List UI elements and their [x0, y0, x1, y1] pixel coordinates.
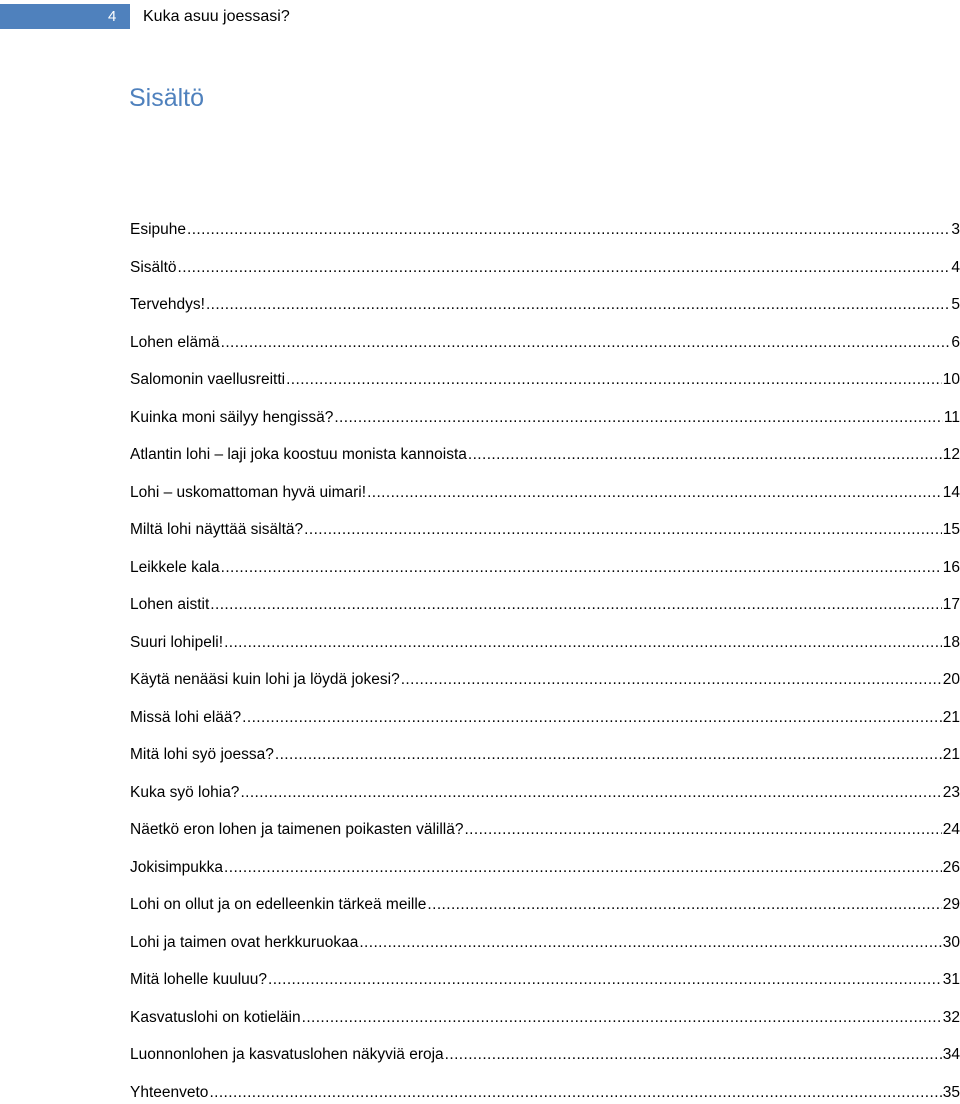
toc-entry-page: 24 [942, 821, 960, 838]
toc-dot-leader [445, 1044, 942, 1066]
toc-entry[interactable] [130, 257, 960, 279]
toc-entry[interactable] [130, 932, 960, 954]
toc-entry-label: Lohen elämä [130, 333, 220, 351]
toc-dot-leader [427, 894, 941, 916]
toc-entry[interactable] [130, 782, 960, 804]
toc-entry[interactable] [130, 857, 960, 879]
toc-dot-leader [464, 819, 941, 841]
toc-entry[interactable] [130, 669, 960, 691]
toc-dot-leader [334, 407, 943, 429]
toc-entry-label: Luonnonlohen ja kasvatuslohen näkyviä eroja [130, 1046, 444, 1063]
toc-entry[interactable] [130, 332, 960, 354]
toc-dot-leader [275, 744, 942, 766]
toc-entry-page: 32 [942, 1008, 960, 1026]
toc-entry[interactable] [130, 1044, 960, 1066]
toc-entry[interactable] [130, 744, 960, 766]
toc-dot-leader [221, 332, 951, 354]
toc-entry-page: 18 [942, 633, 960, 651]
toc-entry-label: Sisältö [130, 258, 177, 276]
toc-entry-label: Leikkele kala [130, 558, 220, 576]
toc-entry-page: 11 [943, 408, 960, 426]
toc-dot-leader [359, 932, 941, 954]
toc-entry-page: 14 [942, 483, 960, 501]
toc-entry[interactable] [130, 407, 960, 429]
toc-entry-page: 35 [942, 1083, 960, 1101]
toc-entry-label: Lohi on ollut ja on edelleenkin tärkeä meille [130, 896, 427, 913]
toc-entry-label: Atlantin lohi – laji joka koostuu monista kannoista [130, 446, 467, 463]
toc-entry-label: Salomonin vaellusreitti [130, 371, 286, 388]
toc-entry-page: 17 [942, 596, 960, 613]
toc-entry-label: Näetkö eron lohen ja taimenen poikasten välillä? [130, 821, 464, 838]
toc-dot-leader [187, 219, 950, 241]
toc-dot-leader [242, 707, 942, 729]
toc-dot-leader [268, 969, 942, 991]
toc-entry[interactable] [130, 219, 960, 241]
toc-entry[interactable] [130, 894, 960, 916]
toc-entry-label: Mitä lohelle kuuluu? [130, 971, 268, 988]
toc-entry-page: 15 [942, 521, 960, 538]
toc-dot-leader [206, 294, 950, 316]
toc-entry-label: Miltä lohi näyttää sisältä? [130, 521, 304, 538]
toc-entry[interactable] [130, 294, 960, 316]
toc-entry-label: Mitä lohi syö joessa? [130, 746, 274, 763]
toc-entry-page: 4 [951, 258, 960, 276]
toc-entry[interactable] [130, 557, 960, 579]
toc-entry-page: 3 [951, 221, 960, 238]
toc-entry-page: 30 [942, 933, 960, 951]
header-page-number: 4 [108, 8, 117, 25]
toc-entry-page: 10 [942, 371, 960, 388]
toc-dot-leader [302, 1007, 942, 1029]
toc-entry-page: 26 [942, 858, 960, 876]
toc-dot-leader [401, 669, 942, 691]
toc-entry-page: 5 [951, 296, 960, 313]
toc-entry-page: 29 [942, 896, 960, 913]
toc-entry-page: 31 [942, 971, 960, 988]
toc-entry-label: Suuri lohipeli! [130, 633, 224, 651]
toc-dot-leader [221, 557, 942, 579]
toc-entry-label: Tervehdys! [130, 296, 205, 313]
toc-entry-page: 12 [942, 446, 960, 463]
toc-entry[interactable] [130, 482, 960, 504]
toc-entry-page: 20 [942, 671, 960, 688]
toc-dot-leader [240, 782, 941, 804]
toc-entry-label: Kuka syö lohia? [130, 783, 240, 801]
toc-entry-page: 21 [942, 746, 960, 763]
toc-entry[interactable] [130, 1082, 960, 1104]
toc-entry-label: Esipuhe [130, 221, 187, 238]
header-running-title: Kuka asuu joessasi? [143, 8, 290, 25]
page-title: Sisältö [129, 84, 205, 112]
toc-entry[interactable] [130, 369, 960, 391]
toc-dot-leader [286, 369, 942, 391]
toc-entry[interactable] [130, 444, 960, 466]
toc-entry[interactable] [130, 819, 960, 841]
toc-entry-label: Käytä nenääsi kuin lohi ja löydä jokesi? [130, 671, 400, 688]
toc-entry[interactable] [130, 1007, 960, 1029]
toc-dot-leader [178, 257, 951, 279]
toc-entry-label: Lohi ja taimen ovat herkkuruokaa [130, 933, 359, 951]
toc-entry-label: Kasvatuslohi on kotieläin [130, 1008, 301, 1026]
toc-entry-label: Missä lohi elää? [130, 708, 242, 726]
toc-dot-leader [209, 1082, 941, 1104]
toc-entry-page: 23 [942, 783, 960, 801]
toc-entry[interactable] [130, 632, 960, 654]
toc-dot-leader [210, 594, 941, 616]
toc-entry-label: Kuinka moni säilyy hengissä? [130, 408, 334, 426]
toc-dot-leader [224, 857, 942, 879]
toc-entry-page: 34 [942, 1046, 960, 1063]
toc-entry-label: Lohen aistit [130, 596, 210, 613]
toc-entry[interactable] [130, 519, 960, 541]
toc-dot-leader [224, 632, 942, 654]
toc-dot-leader [304, 519, 942, 541]
toc-entry[interactable] [130, 969, 960, 991]
toc-entry-page: 6 [951, 333, 960, 351]
toc-entry-page: 16 [942, 558, 960, 576]
toc-entry[interactable] [130, 707, 960, 729]
toc-dot-leader [367, 482, 942, 504]
toc-dot-leader [468, 444, 942, 466]
toc-entry-page: 21 [942, 708, 960, 726]
toc-entry-label: Lohi – uskomattoman hyvä uimari! [130, 483, 367, 501]
toc-entry-label: Yhteenveto [130, 1083, 209, 1101]
toc-entry[interactable] [130, 594, 960, 616]
toc-entry-label: Jokisimpukka [130, 858, 224, 876]
